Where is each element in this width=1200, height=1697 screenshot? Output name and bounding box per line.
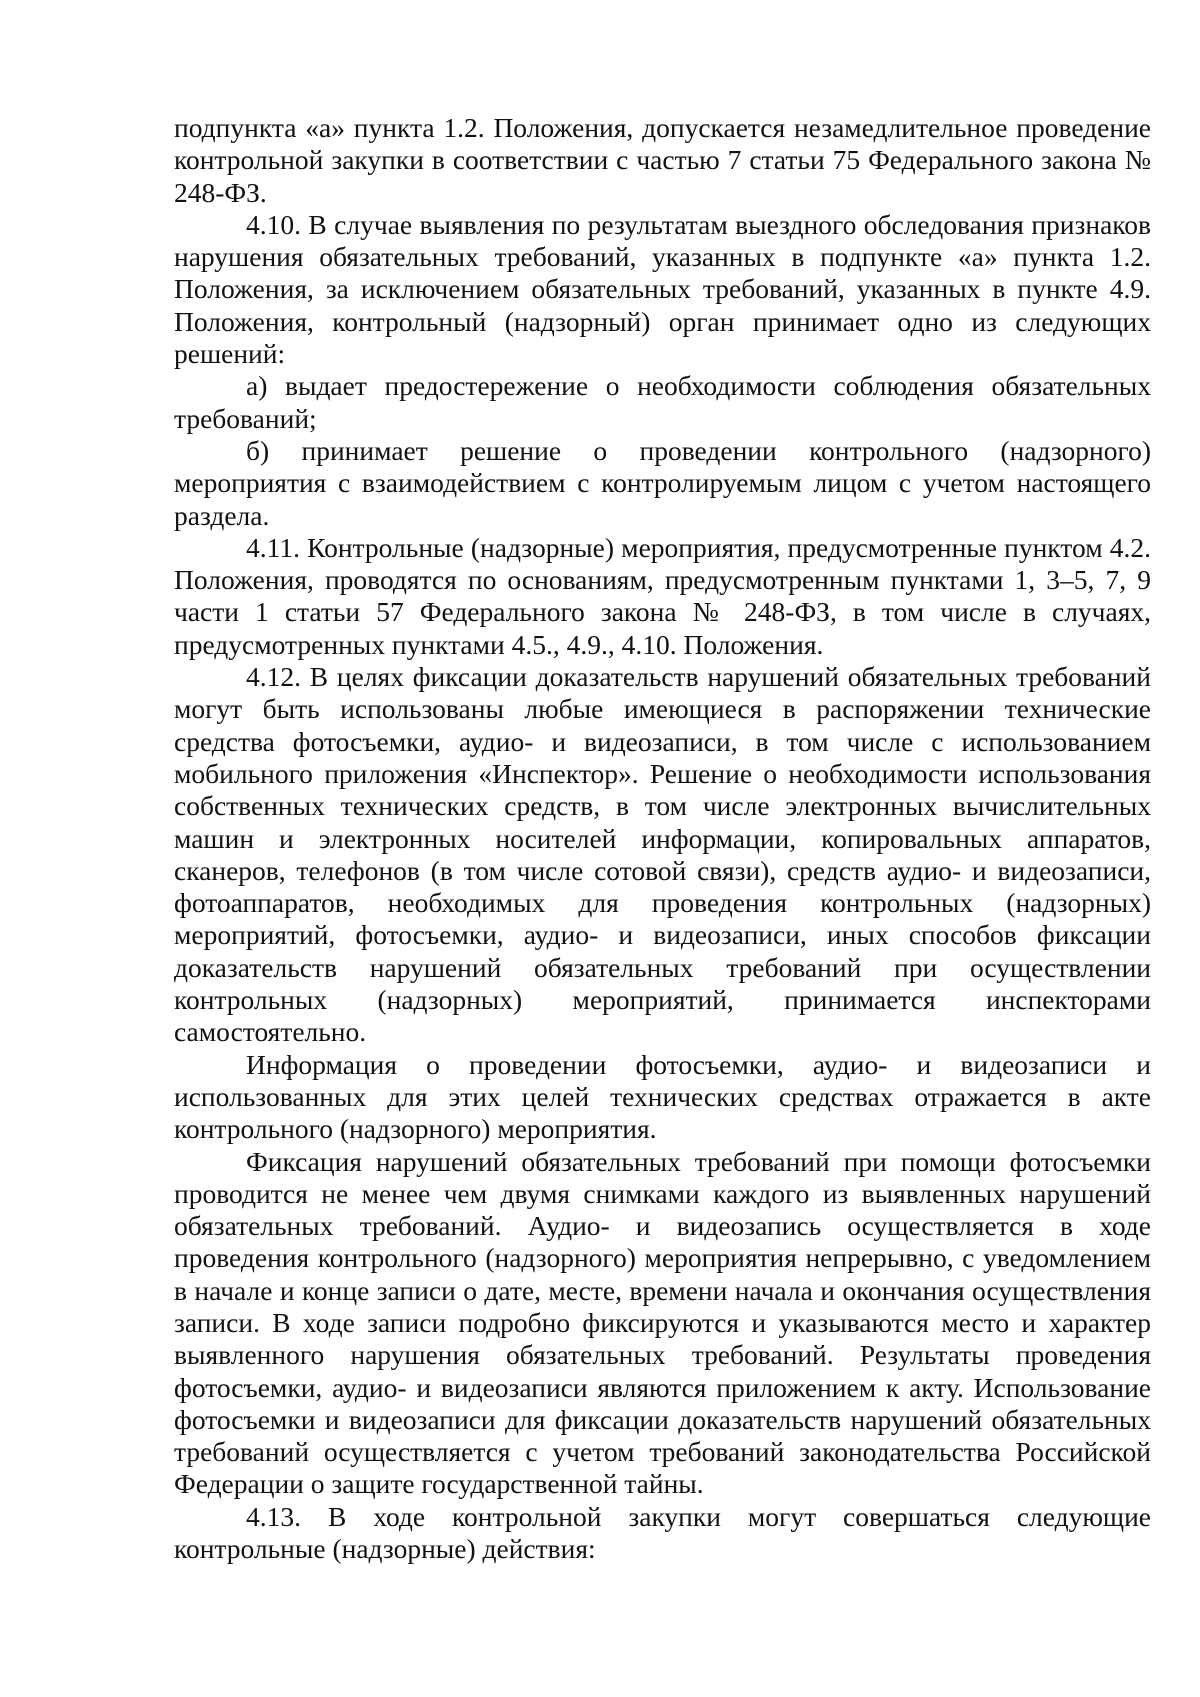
paragraph-4-10-b: б) принимает решение о проведении контрольного (надзорного) мероприятия с взаимодействием с контролируемым лицом с учетом настоящего раздела. <box>174 434 1151 531</box>
document-page <box>174 112 1151 1565</box>
paragraph-4-13: 4.13. В ходе контрольной закупки могут совершаться следующие контрольные (надзорные) действия: <box>174 1500 1151 1565</box>
paragraph-4-11: 4.11. Контрольные (надзорные) мероприятия, предусмотренные пунктом 4.2. Положения, проводятся по основаниям, предусмотренным пунктами 1, 3–5, 7, 9 части 1 статьи 57 Федерального закона № 248-ФЗ, в том числе в случаях, предусмотренных пунктами 4.5., 4.9., 4.10. Положения. <box>174 531 1151 660</box>
paragraph-4-12-info: Информация о проведении фотосъемки, аудио- и видеозаписи и использованных для этих целей технических средствах отражается в акте контрольного (надзорного) мероприятия. <box>174 1048 1151 1145</box>
paragraph-4-12: 4.12. В целях фиксации доказательств нарушений обязательных требований могут быть использованы любые имеющиеся в распоряжении технические средства фотосъемки, аудио- и видеозаписи, в том числе с использованием мобильного приложения «Инспектор». Решение о необходимости использования собственных технических средств, в том числе электронных вычислительных машин и электронных носителей информации, копировальных аппаратов, сканеров, телефонов (в том числе сотовой связи), средств аудио- и видеозаписи, фотоаппаратов, необходимых для проведения контрольных (надзорных) мероприятий, фотосъемки, аудио- и видеозаписи, иных способов фиксации доказательств нарушений обязательных требований при осуществлении контрольных (надзорных) мероприятий, принимается инспекторами самостоятельно. <box>174 661 1151 1048</box>
paragraph-continuation: подпункта «а» пункта 1.2. Положения, допускается незамедлительное проведение контрольной закупки в соответствии с частью 7 статьи 75 Федерального закона № 248-ФЗ. <box>174 112 1151 208</box>
paragraph-4-10: 4.10. В случае выявления по результатам выездного обследования признаков нарушения обязательных требований, указанных в подпункте «а» пункта 1.2. Положения, за исключением обязательных требований, указанных в пункте 4.9. Положения, контрольный (надзорный) орган принимает одно из следующих решений: <box>174 208 1151 370</box>
paragraph-4-10-a: а) выдает предостережение о необходимости соблюдения обязательных требований; <box>174 370 1151 434</box>
paragraph-4-12-fixation: Фиксация нарушений обязательных требований при помощи фотосъемки проводится не менее чем двумя снимками каждого из выявленных нарушений обязательных требований. Аудио- и видеозапись осуществляется в ходе проведения контрольного (надзорного) мероприятия непрерывно, с уведомлением в начале и конце записи о дате, месте, времени начала и окончания осуществления записи. В ходе записи подробно фиксируются и указываются место и характер выявленного нарушения обязательных требований. Результаты проведения фотосъемки, аудио- и видеозаписи являются приложением к акту. Использование фотосъемки и видеозаписи для фиксации доказательств нарушений обязательных требований осуществляется с учетом требований законодательства Российской Федерации о защите государственной тайны. <box>174 1145 1151 1500</box>
